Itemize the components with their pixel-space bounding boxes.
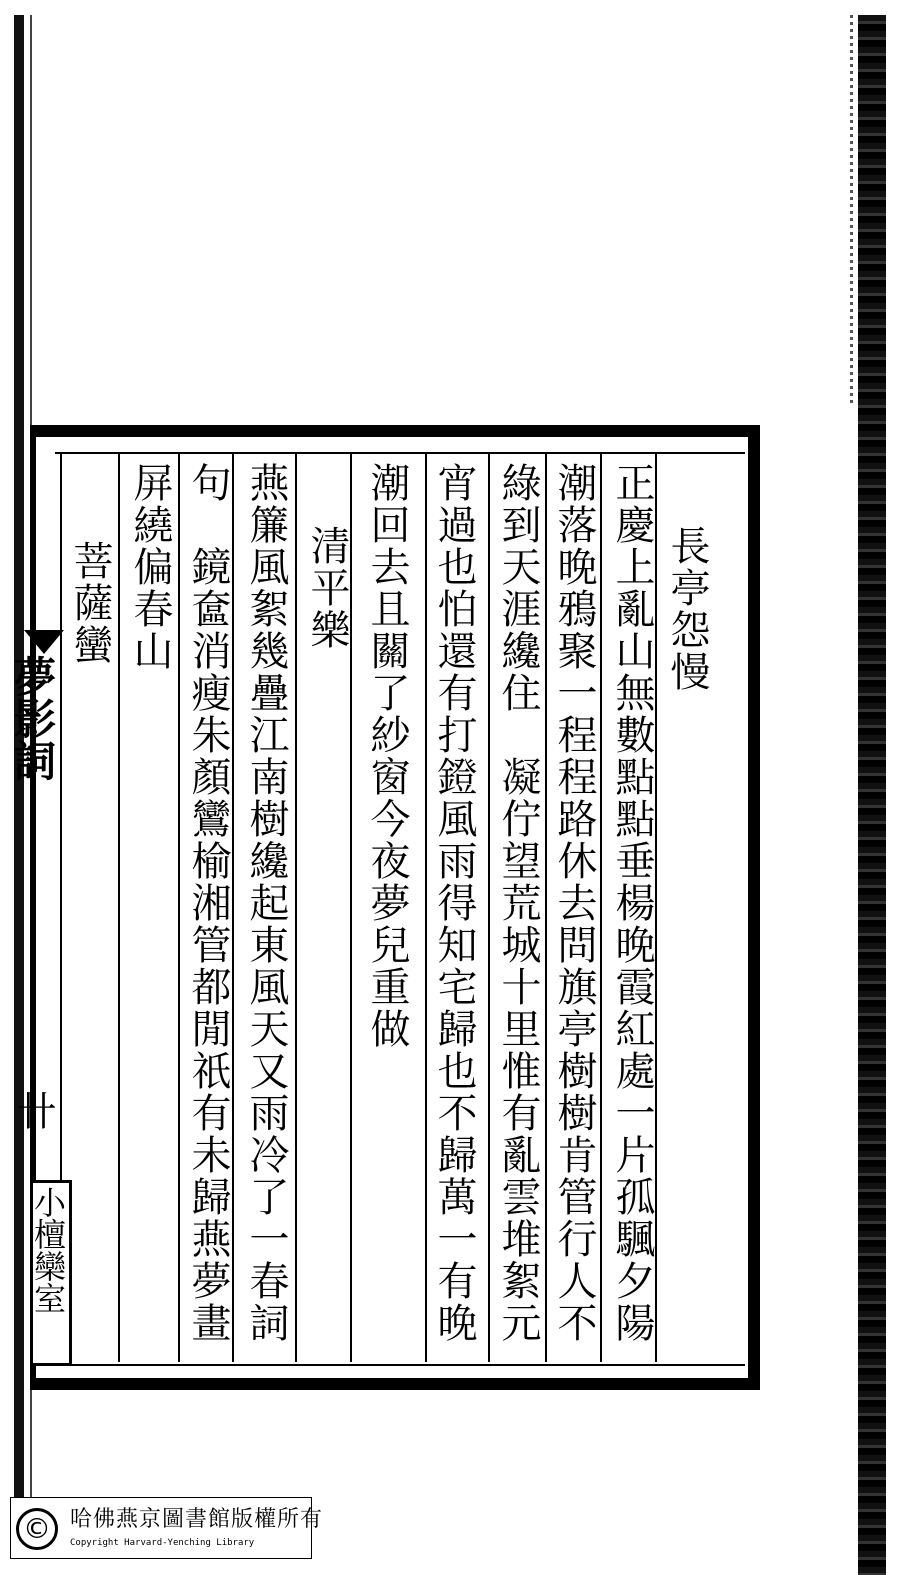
poem-title-changting: 長亭怨慢 (664, 525, 710, 693)
text-column: 屏繞偏春山 (127, 462, 173, 672)
poem-title-qingpingle: 清平樂 (304, 525, 350, 651)
text-column: 潮落晚鴉聚一程程路休去問旗亭樹樹肯管行人不 (551, 462, 597, 1344)
fold-book-title: 夢影詞 (8, 655, 57, 781)
column-rule (118, 452, 120, 1362)
copyright-chinese: 哈佛燕京圖書館版權所有 (70, 1507, 324, 1532)
column-rule (600, 452, 602, 1362)
copyright-english: Copyright Harvard-Yenching Library (70, 1538, 255, 1548)
column-rule (295, 452, 297, 1362)
column-rule (178, 452, 180, 1362)
fold-page-number: 卄 (10, 1090, 56, 1130)
column-rule (350, 452, 352, 1362)
fold-fishtail-mark (24, 630, 64, 654)
text-column: 綠到天涯纔住 凝佇望荒城十里惟有亂雲堆絮元 (495, 462, 541, 1344)
binding-line-right (850, 15, 853, 405)
copyright-icon: © (16, 1508, 58, 1550)
text-column: 正慶上亂山無數點點垂楊晚霞紅處一片孤颿夕陽 (609, 462, 655, 1344)
column-rule (232, 452, 234, 1362)
text-column: 句 鏡奩消瘦朱顏鸞榆湘管都閒祇有未歸燕夢畫 (185, 462, 231, 1344)
poem-title-pusaman: 菩薩蠻 (67, 540, 113, 666)
column-rule (655, 452, 657, 1362)
column-rule (545, 452, 547, 1362)
column-rule (488, 452, 490, 1362)
studio-label: 小檀欒室 (29, 1186, 67, 1314)
binding-edge-right (858, 15, 886, 1575)
text-column: 潮回去且關了紗窗今夜夢兒重做 (364, 462, 410, 1050)
column-rule (425, 452, 427, 1362)
text-column: 燕簾風絮幾疊江南樹纔起東風天又雨冷了一春詞 (243, 462, 289, 1344)
text-column: 宵過也怕還有打鐙風雨得知宅歸也不歸萬一有晚 (431, 462, 477, 1344)
